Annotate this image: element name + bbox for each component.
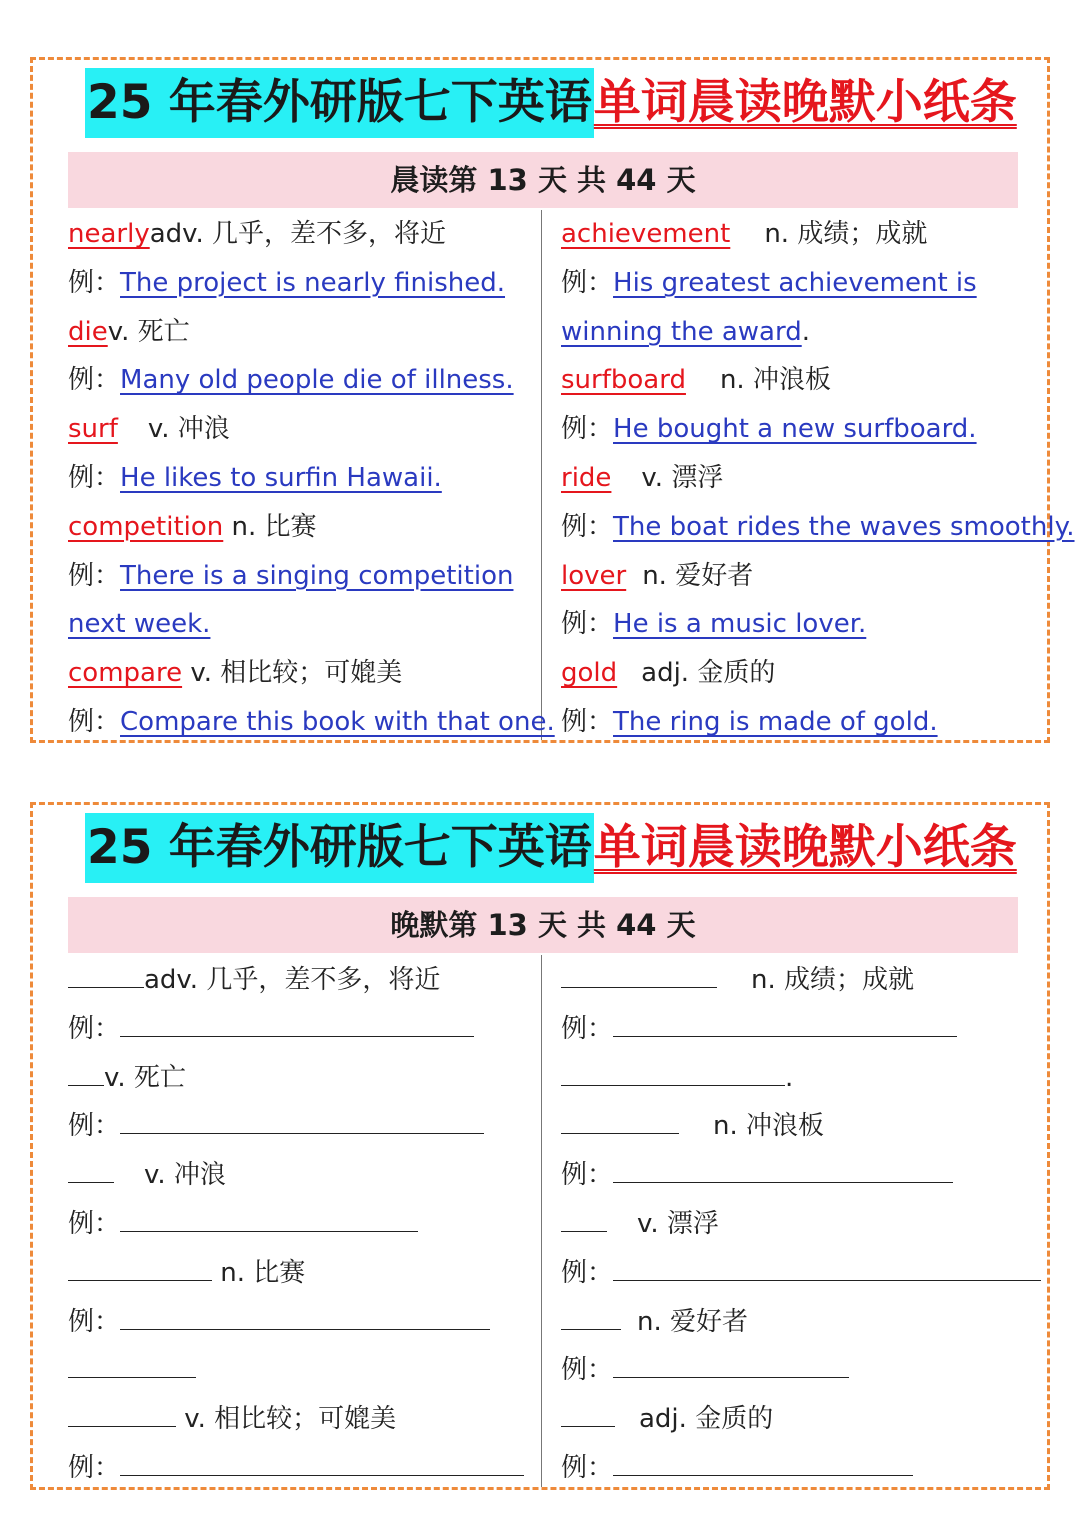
example-label: 例： <box>68 365 121 396</box>
example-label: 例： <box>561 609 614 640</box>
example-blank[interactable] <box>613 1152 953 1183</box>
example-line <box>68 456 538 505</box>
vocab-entry <box>68 310 538 359</box>
vocab-entry <box>68 407 538 456</box>
example-line <box>561 261 1041 310</box>
vocab-definition: adv. 几乎，差不多，将近 <box>149 219 447 249</box>
example-label: 例： <box>561 1452 614 1483</box>
example-sentence: The project is nearly finished. <box>120 267 506 298</box>
example-blank[interactable] <box>120 1299 490 1330</box>
word-blank[interactable] <box>68 1055 104 1086</box>
card-title <box>85 68 1017 138</box>
example-label: 例： <box>561 1355 614 1386</box>
morning-banner: 晨读第 13 天 共 44 天 <box>68 152 1018 208</box>
example-label: 例： <box>68 1208 121 1239</box>
title-highlight: 25 年春外研版七下英语 <box>85 68 594 138</box>
word-blank[interactable] <box>68 1152 114 1183</box>
example-label: 例： <box>68 560 121 591</box>
example-line <box>68 261 538 310</box>
vocab-definition: n. 成绩；成就 <box>751 965 915 995</box>
example-sentence: Many old people die of illness. <box>120 365 514 396</box>
example-label: 例： <box>68 1452 121 1483</box>
example-line <box>68 1006 538 1055</box>
word-blank[interactable] <box>561 1103 679 1134</box>
vocab-word: ride <box>561 462 612 493</box>
dictation-entry <box>68 957 538 1006</box>
example-label: 例： <box>68 1013 121 1044</box>
example-label: 例： <box>68 706 121 737</box>
example-sentence: The ring is made of gold. <box>613 706 938 737</box>
example-label: 例： <box>561 1160 614 1191</box>
title-red: 单词晨读晚默小纸条 <box>593 75 1017 130</box>
morning-card <box>30 57 1075 743</box>
column-divider <box>541 210 542 740</box>
morning-right-column <box>561 212 1075 749</box>
example-line <box>68 554 538 603</box>
vocab-entry <box>561 456 1041 505</box>
vocab-entry <box>68 651 538 700</box>
vocab-definition: adj. 金质的 <box>641 658 776 689</box>
example-continuation <box>561 1055 1041 1104</box>
vocab-definition: v. 死亡 <box>104 1062 186 1093</box>
example-label: 例： <box>68 1306 121 1337</box>
evening-card <box>30 802 1050 1490</box>
example-sentence: He is a music lover. <box>613 609 867 640</box>
vocab-definition: n. 成绩；成就 <box>764 219 928 249</box>
dictation-entry <box>561 1299 1041 1348</box>
title-highlight: 25 年春外研版七下英语 <box>85 813 594 883</box>
example-blank[interactable] <box>120 1201 418 1232</box>
example-blank[interactable] <box>120 1006 474 1037</box>
example-sentence: He likes to surfin Hawaii. <box>120 462 442 493</box>
vocab-definition: v. 相比较；可媲美 <box>190 658 403 689</box>
dictation-entry <box>561 1396 1041 1445</box>
example-line <box>68 1201 538 1250</box>
example-line <box>68 1299 538 1348</box>
vocab-definition: v. 死亡 <box>107 316 190 347</box>
card-title <box>85 813 1017 883</box>
example-line <box>68 358 538 407</box>
example-blank[interactable] <box>613 1445 913 1476</box>
example-label: 例： <box>68 462 121 493</box>
example-line <box>561 700 1041 749</box>
example-line <box>561 505 1075 554</box>
example-line <box>68 1103 538 1152</box>
dictation-entry <box>68 1396 538 1445</box>
word-blank[interactable] <box>561 1299 621 1330</box>
example-blank[interactable] <box>613 1006 957 1037</box>
example-line <box>561 407 1041 456</box>
vocab-definition: v. 漂浮 <box>641 462 724 493</box>
vocab-word: competition <box>68 511 224 542</box>
example-line <box>561 1250 1041 1299</box>
vocab-definition: n. 冲浪板 <box>719 365 831 396</box>
example-label: 例： <box>68 1111 121 1142</box>
example-label: 例： <box>561 1257 614 1288</box>
dictation-entry <box>561 1201 1041 1250</box>
example-line <box>68 1445 538 1494</box>
vocab-word: surfboard <box>561 365 686 396</box>
title-red: 单词晨读晚默小纸条 <box>593 820 1017 875</box>
example-blank[interactable] <box>613 1347 849 1378</box>
vocab-definition: adv. 几乎，差不多，将近 <box>144 965 441 995</box>
vocab-word: gold <box>561 658 618 689</box>
column-divider <box>541 955 542 1487</box>
vocab-definition: n. 比赛 <box>220 1257 306 1288</box>
example-label: 例： <box>561 267 614 298</box>
example-blank[interactable] <box>561 1055 785 1086</box>
vocab-entry <box>68 505 538 554</box>
vocab-entry <box>561 554 1041 603</box>
dictation-entry <box>68 1250 538 1299</box>
vocab-definition: adj. 金质的 <box>639 1404 774 1435</box>
word-blank[interactable] <box>68 1396 176 1427</box>
vocab-definition: n. 冲浪板 <box>713 1111 825 1142</box>
example-period: . <box>801 316 810 347</box>
example-label: 例： <box>561 706 614 737</box>
example-blank[interactable] <box>120 1445 524 1476</box>
example-line <box>561 1445 1041 1494</box>
vocab-entry <box>561 651 1041 700</box>
example-blank[interactable] <box>613 1250 1041 1281</box>
dictation-entry <box>68 1055 538 1104</box>
example-blank[interactable] <box>68 1347 196 1378</box>
vocab-word: lover <box>561 560 627 591</box>
evening-right-column <box>561 957 1041 1494</box>
example-sentence-continued: winning the award <box>561 316 802 347</box>
example-continuation <box>68 602 538 651</box>
example-line <box>561 602 1041 651</box>
word-blank[interactable] <box>68 1250 212 1281</box>
example-label: 例： <box>68 267 121 298</box>
evening-left-column <box>68 957 538 1494</box>
vocab-definition: v. 冲浪 <box>147 414 230 445</box>
example-continuation <box>561 310 1041 359</box>
example-sentence: There is a singing competition <box>120 560 514 591</box>
example-label: 例： <box>561 1013 614 1044</box>
example-line <box>561 1152 1041 1201</box>
vocab-entry <box>561 212 1041 261</box>
example-line <box>68 700 555 749</box>
word-blank[interactable] <box>561 1201 607 1232</box>
example-label: 例： <box>561 511 614 542</box>
dictation-entry <box>561 957 1041 1006</box>
vocab-word: die <box>68 316 108 347</box>
vocab-word: achievement <box>561 219 731 249</box>
vocab-entry <box>68 212 538 261</box>
vocab-word: compare <box>68 658 183 689</box>
example-sentence: Compare this book with that one. <box>120 706 555 737</box>
morning-left-column <box>68 212 555 749</box>
example-period: . <box>785 1062 794 1093</box>
vocab-word: surf <box>68 414 118 445</box>
word-blank[interactable] <box>561 957 717 988</box>
example-sentence: He bought a new surfboard. <box>613 414 977 445</box>
example-line <box>561 1006 1041 1055</box>
example-blank[interactable] <box>120 1103 484 1134</box>
vocab-definition: v. 相比较；可媲美 <box>184 1404 397 1435</box>
word-blank[interactable] <box>68 957 144 988</box>
word-blank[interactable] <box>561 1396 615 1427</box>
example-continuation <box>68 1347 538 1396</box>
vocab-definition: n. 爱好者 <box>642 560 754 591</box>
dictation-entry <box>561 1103 1041 1152</box>
vocab-definition: v. 冲浪 <box>144 1160 226 1191</box>
evening-banner: 晚默第 13 天 共 44 天 <box>68 897 1018 953</box>
example-sentence: The boat rides the waves smoothly. <box>613 511 1075 542</box>
vocab-entry <box>561 358 1041 407</box>
vocab-definition: v. 漂浮 <box>637 1208 719 1239</box>
vocab-word: nearly <box>68 219 150 249</box>
dictation-entry <box>68 1152 538 1201</box>
vocab-definition: n. 爱好者 <box>637 1306 749 1337</box>
example-line <box>561 1347 1041 1396</box>
example-label: 例： <box>561 414 614 445</box>
vocab-definition: n. 比赛 <box>231 511 317 542</box>
example-sentence: His greatest achievement is <box>613 267 977 298</box>
example-sentence-continued: next week. <box>68 609 211 640</box>
